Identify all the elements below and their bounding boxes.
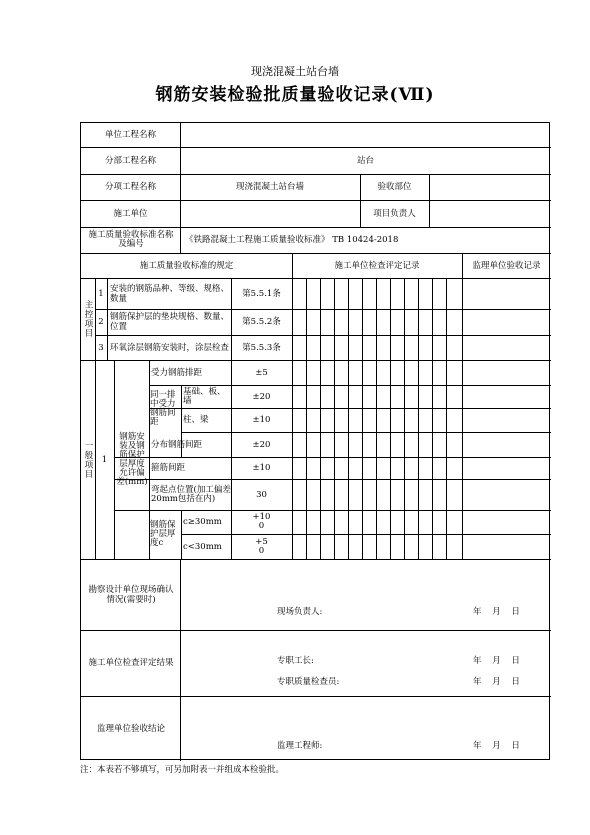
general-group-label: 钢筋安装及钢筋保护层厚度允许偏差(mm) — [116, 431, 148, 487]
main-item-no: 1 — [98, 288, 104, 299]
general-row-name: c<30mm — [183, 541, 222, 552]
main-item-clause: 第5.5.1条 — [242, 288, 281, 299]
general-row-tol: +10 0 — [252, 512, 271, 531]
survey-label: 勘察设计单位现场确认情况(需要时) — [88, 584, 174, 605]
standard-label: 施工质量验收标准名称及编号 — [88, 230, 174, 249]
main-item-clause: 第5.5.2条 — [242, 317, 281, 327]
general-label: 一般项目 — [83, 440, 93, 479]
supervision-column-header: 监理单位验收记录 — [472, 260, 541, 271]
general-row-tol: +5 0 — [255, 536, 268, 556]
supervision-conclusion-label: 监理单位验收结论 — [96, 723, 165, 734]
spec-column-header: 施工质量验收标准的规定 — [139, 260, 234, 271]
general-row-name: 箍筋间距 — [151, 463, 186, 473]
form-title: 钢筋安装检验批质量验收记录(Ⅶ) — [155, 85, 435, 105]
acceptance-part-label: 验收部位 — [377, 182, 412, 192]
construction-eval-person1: 专职工长: — [277, 656, 314, 666]
general-row-name: c≥30mm — [183, 517, 222, 527]
construction-eval-person2: 专职质量检查员: — [277, 677, 340, 687]
acceptance-part-field[interactable] — [429, 174, 551, 200]
main-item-text: 环氧涂层钢筋安装时，涂层检查 — [110, 342, 230, 353]
unit-project-label: 单位工程名称 — [104, 130, 156, 140]
inspection-form — [80, 122, 550, 760]
construction-eval-date: 年 月 日 — [473, 656, 520, 666]
general-row-name: 弯起点位置(加工偏差20mm包括在内) — [151, 484, 231, 504]
survey-person: 现场负责人: — [277, 607, 323, 617]
general-row-tol: 30 — [256, 489, 267, 500]
spacing-group-label: 同一排中受力钢筋间距 — [150, 389, 176, 427]
item-project-field[interactable]: 现浇混凝土站台墙 — [235, 182, 304, 192]
unit-project-field[interactable] — [180, 123, 551, 147]
main-item-no: 2 — [98, 317, 104, 327]
supervision-date: 年 月 日 — [473, 741, 520, 751]
main-item-text: 钢筋保护层的垫块规格、数量、位置 — [110, 312, 230, 332]
construction-unit-label: 施工单位 — [113, 208, 148, 219]
general-row-tol: ±20 — [252, 439, 271, 450]
construction-unit-field[interactable] — [180, 200, 360, 227]
item-project-label: 分项工程名称 — [104, 182, 156, 192]
general-item-no: 1 — [101, 454, 108, 465]
sub-project-field[interactable]: 站台 — [356, 155, 374, 166]
main-control-label: 主控项目 — [83, 300, 93, 338]
general-row-name: 柱、梁 — [183, 415, 209, 425]
footer-note: 注：本表若不够填写，可另加附表一并组成本检验批。 — [80, 765, 285, 775]
cover-group-label: 钢筋保护层厚度c — [150, 520, 176, 548]
construction-eval-date: 年 月 日 — [473, 677, 520, 687]
project-manager-field[interactable] — [429, 200, 551, 227]
main-item-no: 3 — [98, 342, 104, 353]
main-item-clause: 第5.5.3条 — [242, 342, 281, 353]
main-item-text: 安装的钢筋品种、等级、规格、数量 — [110, 283, 230, 304]
general-row-name: 受力钢筋排距 — [151, 367, 203, 378]
general-row-name: 基础、板、墙 — [183, 386, 226, 406]
project-manager-label: 项目负责人 — [373, 208, 416, 219]
supervision-person: 监理工程师: — [277, 741, 323, 751]
form-subtitle: 现浇混凝土站台墙 — [251, 65, 339, 78]
sub-project-label: 分部工程名称 — [104, 155, 156, 166]
check-column-header: 施工单位检查评定记录 — [334, 260, 420, 271]
general-row-tol: ±5 — [255, 367, 268, 378]
general-row-tol: ±10 — [252, 463, 271, 473]
standard-value: 《铁路混凝土工程施工质量验收标准》 TB 10424-2018 — [185, 235, 399, 245]
survey-date: 年 月 日 — [473, 607, 520, 617]
construction-eval-label: 施工单位检查评定结果 — [88, 658, 174, 668]
general-row-tol: ±10 — [252, 415, 271, 425]
general-row-name: 分布钢筋间距 — [151, 439, 203, 450]
general-row-tol: ±20 — [252, 391, 271, 402]
